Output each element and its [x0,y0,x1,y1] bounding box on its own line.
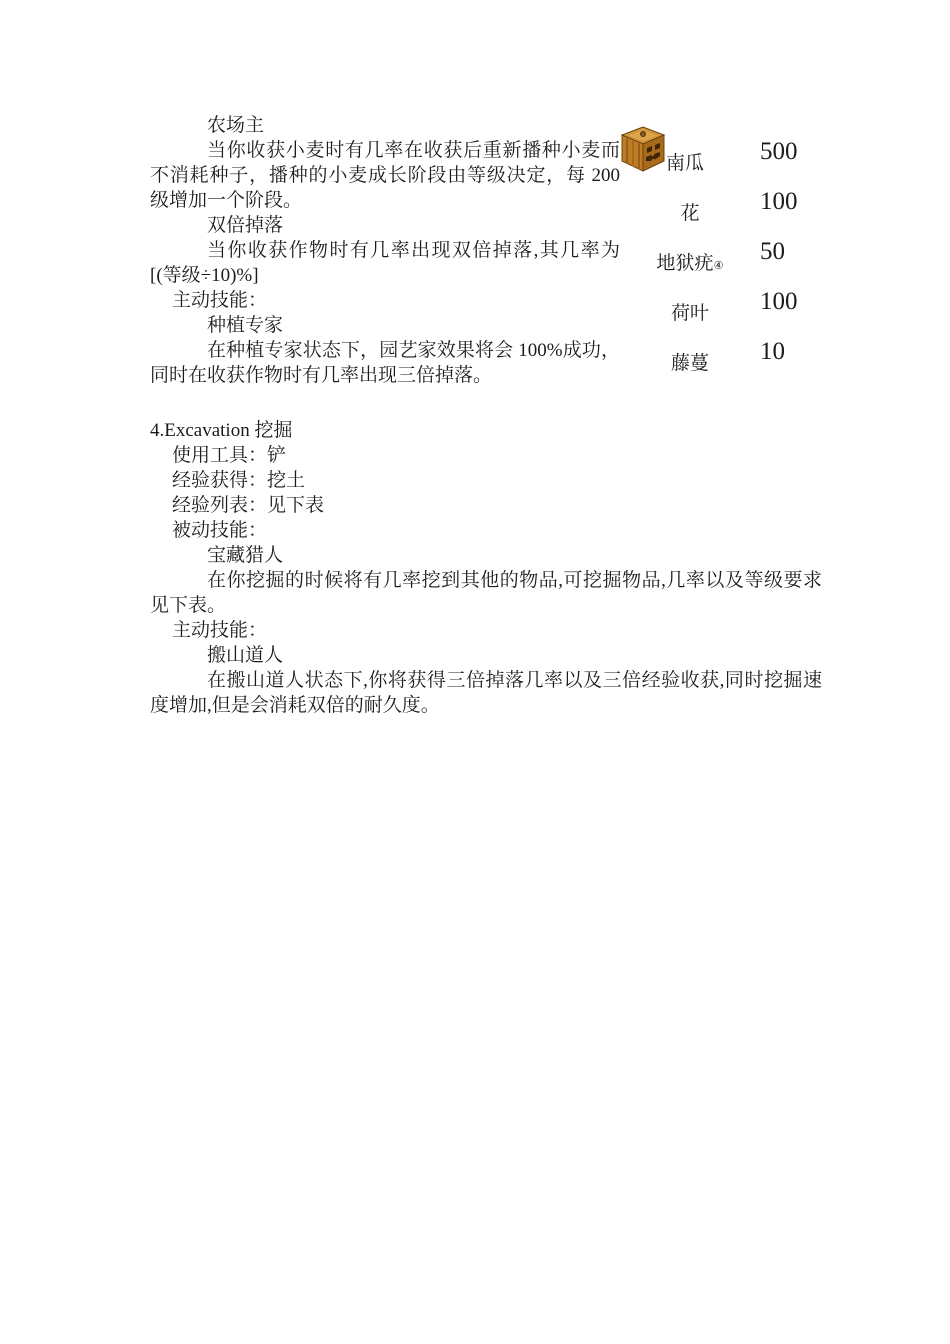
active-skill-name: 搬山道人 [207,645,284,666]
item-cell [620,326,760,376]
info-line-xp-table: 经验列表：见下表 [172,495,325,516]
table-row [620,176,822,226]
passive-skill-name: 双倍掉落 [207,215,284,236]
info-line-tool: 使用工具：铲 [172,445,287,466]
item-cell [620,226,760,276]
active-skill-description: 在种植专家状态下，园艺家效果将会 100%成功，同时在收获作物时有几率出现三倍掉落。 [150,340,620,386]
farming-text-column [150,113,620,388]
footnote-marker: ④ [713,260,724,272]
pumpkin-block-icon [620,126,666,172]
item-value: 500 [760,137,798,165]
item-name: 地狱疣 [656,253,714,274]
item-cell [620,176,760,226]
passive-skill-name: 宝藏猎人 [207,545,284,566]
section-heading: 4.Excavation 挖掘 [150,420,293,441]
passive-skill-description: 在你挖掘的时候将有几率挖到其他的物品,可挖掘物品,几率以及等级要求见下表。 [150,570,822,616]
item-value: 10 [760,337,785,365]
crop-xp-table [620,126,822,388]
active-skills-label: 主动技能： [172,620,268,641]
table-row [620,226,822,276]
item-value: 100 [760,287,798,315]
active-skill-name: 种植专家 [207,315,284,336]
table-row [620,326,822,376]
passive-skill-name: 农场主 [207,115,265,136]
item-cell [620,276,760,326]
item-name: 花 [680,203,700,224]
passive-skill-description: 当你收获作物时有几率出现双倍掉落,其几率为[(等级÷10)%] [150,240,620,286]
info-line-xp-source: 经验获得：挖土 [172,470,306,491]
active-skill-description: 在搬山道人状态下,你将获得三倍掉落几率以及三倍经验收获,同时挖掘速度增加,但是会消耗双倍的耐久度。 [150,670,822,716]
passive-skill-description: 当你收获小麦时有几率在收获后重新播种小麦而不消耗种子，播种的小麦成长阶段由等级决定，每 200 级增加一个阶段。 [150,140,620,211]
item-name: 藤蔓 [670,353,709,374]
item-cell [620,126,760,176]
item-name: 南瓜 [666,153,705,174]
item-value: 100 [760,187,798,215]
excavation-section [150,418,822,718]
farming-section [150,113,822,388]
passive-skills-label: 被动技能： [172,520,268,541]
document-content [150,113,822,718]
active-skills-label: 主动技能： [172,290,268,311]
table-row [620,276,822,326]
table-row [620,126,822,176]
item-name: 荷叶 [670,303,709,324]
item-value: 50 [760,237,785,265]
